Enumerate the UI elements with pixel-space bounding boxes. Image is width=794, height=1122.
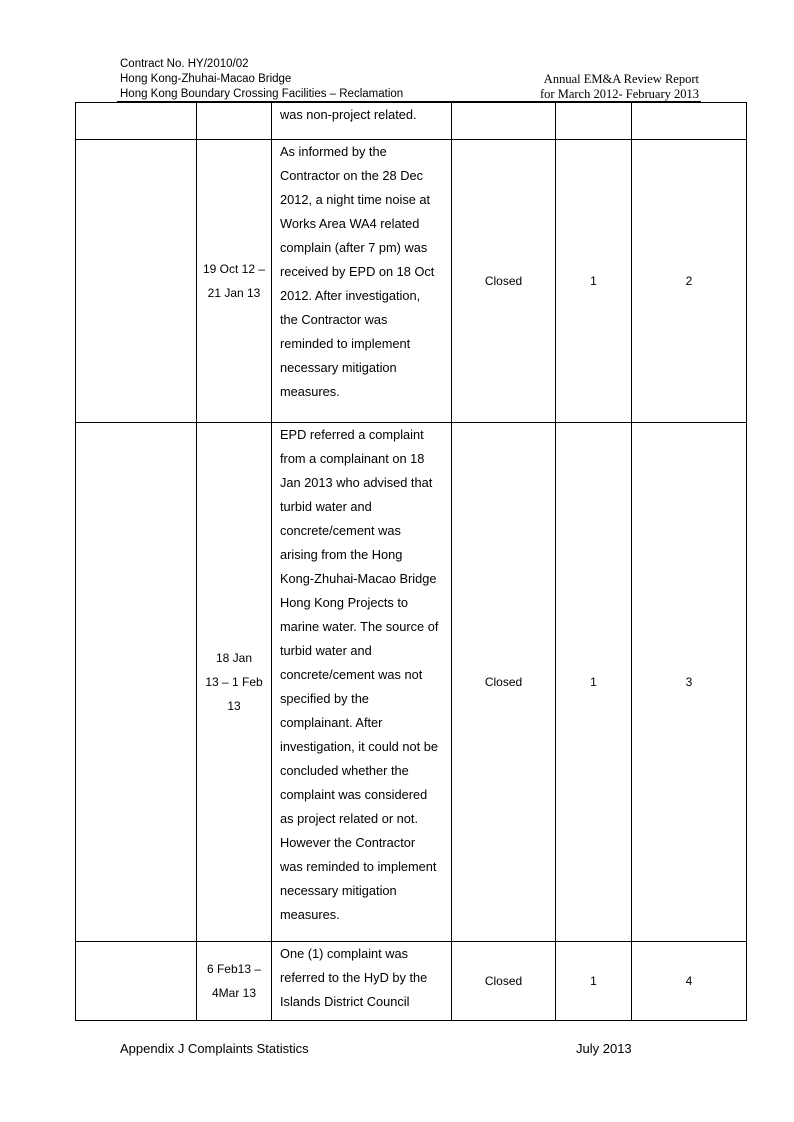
- count-cell: 1: [556, 140, 632, 423]
- description-cell: was non-project related.: [272, 103, 452, 140]
- footer-section-title: Appendix J Complaints Statistics: [120, 1041, 309, 1056]
- status-cell: [452, 103, 556, 140]
- cumulative-cell: 4: [632, 942, 747, 1021]
- cumulative-cell: [632, 103, 747, 140]
- period-cell: 19 Oct 12 – 21 Jan 13: [197, 140, 272, 423]
- table-row: [76, 140, 747, 423]
- project-name: Hong Kong-Zhuhai-Macao Bridge: [120, 73, 292, 85]
- location-cell: [76, 140, 197, 423]
- footer-date: July 2013: [576, 1041, 632, 1056]
- location-cell: [76, 423, 197, 942]
- contract-number: Contract No. HY/2010/02: [120, 58, 249, 70]
- report-title: Annual EM&A Review Report: [543, 72, 699, 86]
- table-row: [76, 103, 747, 140]
- document-header-right: [540, 72, 699, 102]
- location-cell: [76, 942, 197, 1021]
- count-cell: [556, 103, 632, 140]
- count-cell: 1: [556, 942, 632, 1021]
- description-cell: As informed by the Contractor on the 28 Dec 2012, a night time noise at Works Area WA4 related complain (after 7 pm) was received by EPD on 18 Oct 2012. After investigation, the Contractor was reminded to implement necessary mitigation measures.: [272, 140, 452, 423]
- period-cell: [197, 103, 272, 140]
- status-cell: Closed: [452, 140, 556, 423]
- status-cell: Closed: [452, 942, 556, 1021]
- report-period: for March 2012- February 2013: [540, 87, 699, 101]
- table-row: [76, 423, 747, 942]
- cumulative-cell: 2: [632, 140, 747, 423]
- document-header-left: [120, 57, 403, 102]
- complaints-table: [75, 102, 747, 1021]
- cumulative-cell: 3: [632, 423, 747, 942]
- subproject-name: Hong Kong Boundary Crossing Facilities – Reclamation: [120, 88, 404, 100]
- count-cell: 1: [556, 423, 632, 942]
- period-cell: 6 Feb13 – 4Mar 13: [197, 942, 272, 1021]
- description-cell: EPD referred a complaint from a complainant on 18 Jan 2013 who advised that turbid water and concrete/cement was arising from the Hong Kong-Zhuhai-Macao Bridge Hong Kong Projects to marine water. The source of turbid water and concrete/cement was not specified by the complainant. After investigation, it could not be concluded whether the complaint was considered as project related or not. However the Contractor was reminded to implement necessary mitigation measures.: [272, 423, 452, 942]
- description-cell: One (1) complaint was referred to the HyD by the Islands District Council: [272, 942, 452, 1021]
- status-cell: Closed: [452, 423, 556, 942]
- location-cell: [76, 103, 197, 140]
- table-row: [76, 942, 747, 1021]
- period-cell: 18 Jan 13 – 1 Feb 13: [197, 423, 272, 942]
